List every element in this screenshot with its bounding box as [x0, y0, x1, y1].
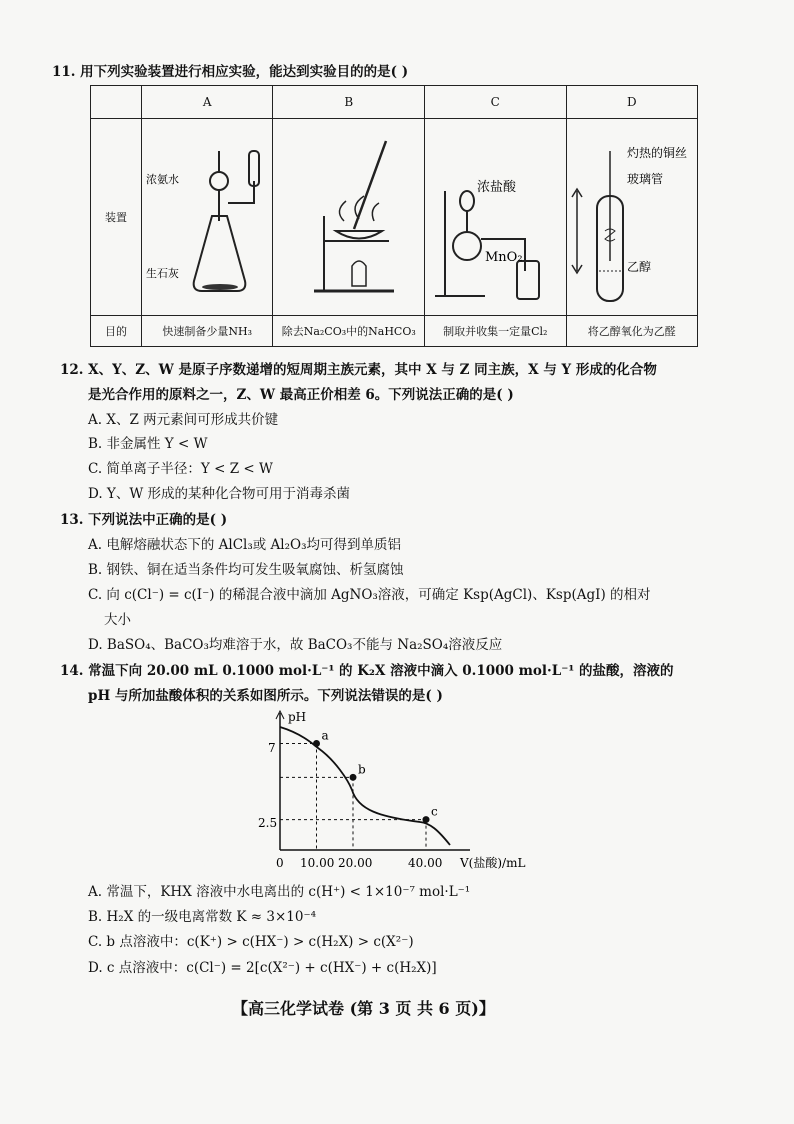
q13-option-a: A. 电解熔融状态下的 AlCl₃或 Al₂O₃均可得到单质铝	[88, 537, 401, 553]
point-a	[313, 740, 320, 747]
label-quicklime: 生石灰	[146, 266, 180, 280]
goal-c: 制取并收集一定量Cl₂	[425, 316, 567, 347]
x-tick-40: 40.00	[408, 856, 443, 870]
label-conc-hcl: 浓盐酸	[477, 179, 517, 195]
ph-curve	[280, 727, 450, 845]
q12-option-d: D. Y、W 形成的某种化合物可用于消毒杀菌	[88, 486, 351, 502]
ethanol-oxidation-figure	[567, 121, 697, 311]
goal-d: 将乙醇氧化为乙醛	[566, 316, 698, 347]
q11-stem: 11. 用下列实验装置进行相应实验，能达到实验目的的是( )	[52, 64, 409, 80]
row-device-label: 装置	[91, 119, 142, 316]
x-tick-0: 0	[276, 856, 284, 870]
apparatus-d	[566, 119, 698, 316]
q13-option-c-cont: 大小	[104, 612, 131, 628]
label-ethanol: 乙醇	[626, 259, 651, 274]
q14-stem-2: pH 与所加盐酸体积的关系如图所示。下列说法错误的是( )	[88, 688, 443, 704]
q13-option-d: D. BaSO₄、BaCO₃均难溶于水，故 BaCO₃不能与 Na₂SO₄溶液反应	[88, 637, 503, 653]
y-tick-7: 7	[268, 741, 276, 755]
header-a: A	[142, 86, 273, 119]
guide-line-a	[280, 744, 317, 850]
q13-stem: 13. 下列说法中正确的是( )	[60, 512, 228, 528]
q14-option-b: B. H₂X 的一级电离常数 K ≈ 3×10⁻⁴	[88, 909, 316, 925]
point-label-a: a	[321, 728, 329, 743]
q11-table	[90, 85, 698, 347]
point-label-c: c	[431, 804, 438, 819]
page-footer: 【高三化学试卷 (第 3 页 共 6 页)】	[232, 999, 495, 1018]
row-goal-label: 目的	[91, 316, 142, 347]
q13-option-c: C. 向 c(Cl⁻) = c(I⁻) 的稀混合液中滴加 AgNO₃溶液，可确定 Ksp(AgCl)、Ksp(AgI) 的相对	[88, 587, 651, 603]
q12-option-b: B. 非金属性 Y < W	[88, 436, 208, 452]
header-blank	[91, 86, 142, 119]
x-tick-20: 20.00	[338, 856, 373, 870]
label-ammonia-water: 浓氨水	[146, 172, 180, 186]
apparatus-b	[273, 119, 425, 316]
goal-b: 除去Na₂CO₃中的NaHCO₃	[273, 316, 425, 347]
ph-titration-chart	[260, 705, 560, 870]
point-c	[423, 816, 430, 823]
apparatus-c	[425, 119, 567, 316]
q14-option-c: C. b 点溶液中：c(K⁺) > c(HX⁻) > c(H₂X) > c(X²⁻)	[88, 934, 414, 950]
label-glass-tube: 玻璃管	[626, 171, 663, 186]
chlorine-apparatus-figure	[425, 121, 565, 311]
label-hot-copper-wire: 灼热的铜丝	[626, 145, 687, 160]
goal-a: 快速制备少量NH₃	[142, 316, 273, 347]
q14-option-a: A. 常温下，KHX 溶液中水电离出的 c(H⁺) < 1×10⁻⁷ mol·L⁻¹	[88, 884, 471, 900]
q14-stem-1: 14. 常温下向 20.00 mL 0.1000 mol·L⁻¹ 的 K₂X 溶液中滴入 0.1000 mol·L⁻¹ 的盐酸，溶液的	[60, 663, 674, 679]
x-tick-10: 10.00	[300, 856, 335, 870]
header-d: D	[566, 86, 698, 119]
point-label-b: b	[358, 762, 366, 777]
q12-option-a: A. X、Z 两元素间可形成共价键	[88, 412, 279, 428]
heating-apparatus-figure	[274, 121, 424, 311]
y-tick-2.5: 2.5	[258, 816, 278, 830]
q12-stem-1: 12. X、Y、Z、W 是原子序数递增的短周期主族元素，其中 X 与 Z 同主族，X 与 Y 形成的化合物	[60, 362, 657, 378]
header-b: B	[273, 86, 425, 119]
q14-option-d: D. c 点溶液中：c(Cl⁻) = 2[c(X²⁻) + c(HX⁻) + c(H₂X)]	[88, 960, 437, 976]
label-mno2: MnO₂	[485, 249, 523, 265]
point-b	[350, 774, 357, 781]
y-axis-label: pH	[288, 710, 307, 724]
ammonia-apparatus-figure	[142, 121, 272, 311]
q12-stem-2: 是光合作用的原料之一，Z、W 最高正价相差 6。下列说法正确的是( )	[88, 387, 514, 403]
q12-option-c: C. 简单离子半径：Y < Z < W	[88, 461, 273, 477]
apparatus-a	[142, 119, 273, 316]
x-axis-label: V(盐酸)/mL	[460, 856, 526, 870]
header-c: C	[425, 86, 567, 119]
q13-option-b: B. 钢铁、铜在适当条件均可发生吸氧腐蚀、析氢腐蚀	[88, 562, 404, 578]
